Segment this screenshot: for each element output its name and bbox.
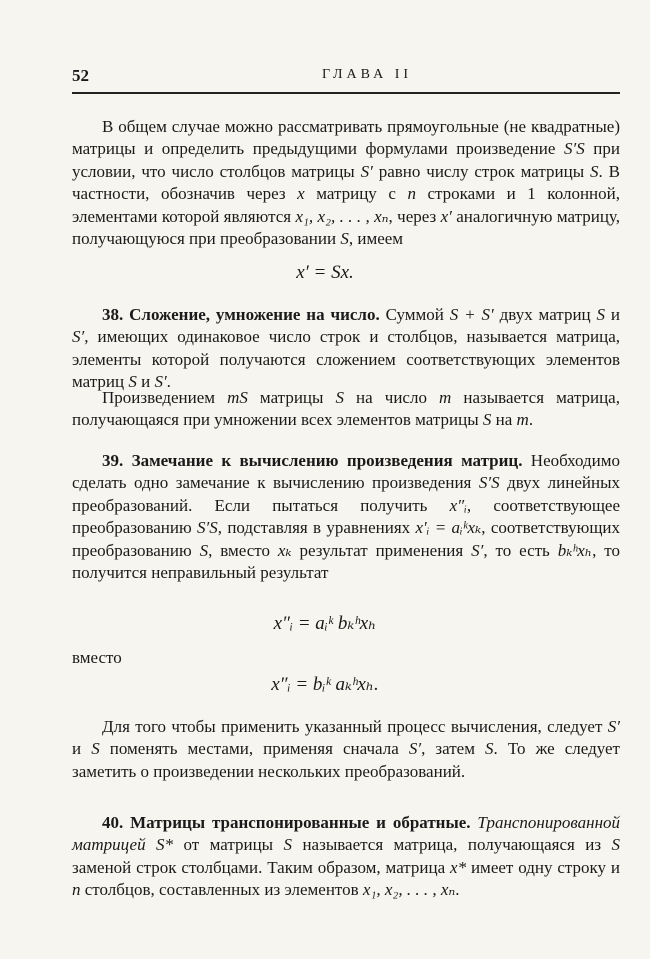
section-38-paragraph: 38. Сложение, умножение на число. Суммой S + S′ двух матриц S и S′, имеющих одинаковое число строк и столбцов, называется матрица, элементы которой получаются сложением соответствующих элементов матриц S и S′. <box>72 305 620 392</box>
section-38-number: 38. <box>102 305 124 324</box>
paragraph-swap-order: Для того чтобы применить указанный процесс вычисления, следует S′ и S поменять местами, применяя сначала S′, затем S. То же следует заметить о произведении нескольких преобразований. <box>72 717 620 781</box>
section-38-scalar-paragraph: Произведением mS матрицы S на число m называется матрица, получающаяся при умножении всех элементов матрицы S на m. <box>72 388 620 430</box>
section-40-number: 40. <box>102 813 124 832</box>
section-39-paragraph: 39. Замечание к вычислению произведения матриц. Необходимо сделать одно замечание к вычислению произведения S′S двух линейных преобразований. Если пытаться получить x″ᵢ, соответствующее преобразованию S′S, подставляя в уравнениях x′ᵢ = aᵢᵏxₖ, соответствующих преобразованию S, вместо xₖ результат применения S′, то есть bₖʰxₕ, то получится неправильный результат <box>72 451 621 583</box>
chapter-title: ГЛАВА II <box>322 67 413 82</box>
section-39-title: Замечание к вычислению произведения матриц. <box>131 451 523 470</box>
page-number: 52 <box>72 66 89 85</box>
instead-label: вместо <box>72 648 122 667</box>
paragraph-rectangular-matrices: В общем случае можно рассматривать прямоугольные (не квадратные) матрицы и определить предыдущими формулами произведение S′S при условии, что число столбцов матрицы S′ равно числу строк матрицы S. В частности, обозначив через x матрицу с n строками и 1 колонной, элементами которой являются x₁, x₂, . . . , xₙ, через x′ аналогичную матрицу, получающуюся при преобразовании S, имеем <box>72 117 620 249</box>
equation-correct-result: x″ᵢ = bᵢᵏ aₖʰxₕ. <box>271 674 379 695</box>
section-40-paragraph: 40. Матрицы транспонированные и обратные. Транспонированной матрицей S* от матрицы S называется матрица, получающаяся из S заменой строк столбцами. Таким образом, матрица x* имеет одну строку и n столбцов, составленных из элементов x₁, x₂, . . . , xₙ. <box>72 813 620 900</box>
page-header <box>72 66 620 94</box>
section-38-title: Сложение, умножение на число. <box>129 305 380 324</box>
equation-x-prime: x′ = Sx. <box>296 262 354 283</box>
section-39-number: 39. <box>102 451 124 470</box>
section-40-title: Матрицы транспонированные и обратные. <box>130 813 471 832</box>
equation-wrong-result: x″ᵢ = aᵢᵏ bₖʰxₕ <box>273 613 377 634</box>
